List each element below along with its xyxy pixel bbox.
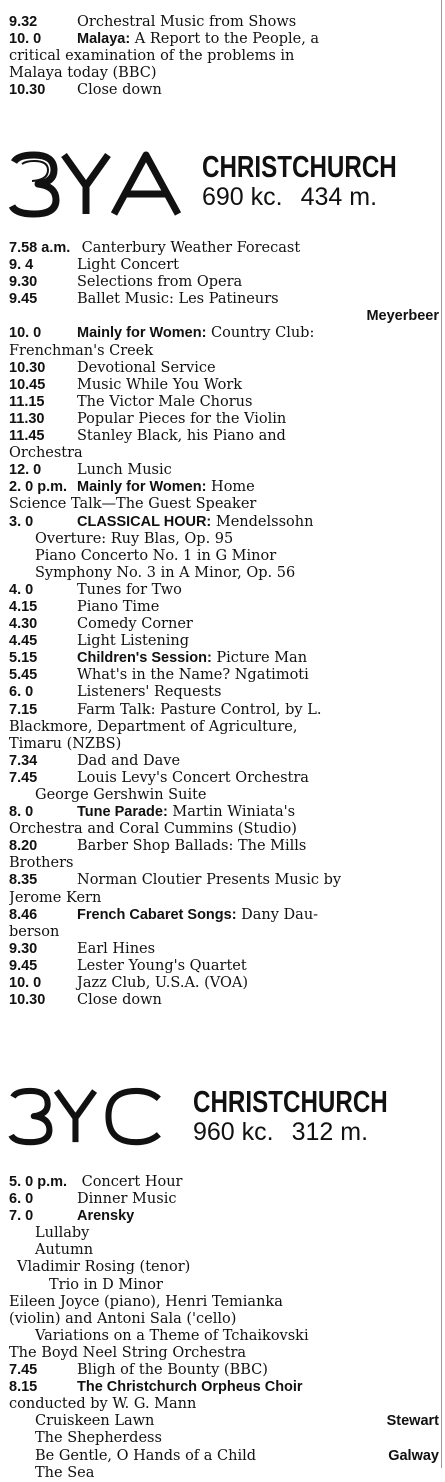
listing-line <box>9 411 439 428</box>
listing-line <box>9 804 439 821</box>
listing-highlight: Mainly for Women: <box>77 479 207 496</box>
listing-time: 10.30 <box>9 359 46 376</box>
listing-line <box>9 975 439 992</box>
listing-line <box>9 325 439 342</box>
listing-time: 9.45 <box>9 291 38 308</box>
listing-title: Martin Winiata's <box>167 804 296 821</box>
listing-time: 4.30 <box>9 616 38 633</box>
listing-title: Ballet Music: Les Patineurs <box>77 291 279 308</box>
listing-title: The Victor Male Chorus <box>77 393 253 410</box>
listing-line <box>9 1362 439 1379</box>
listing-line <box>9 1413 439 1430</box>
listing-item: Variations on a Theme of Tchaikovski <box>35 1327 309 1344</box>
listing-line <box>9 770 439 787</box>
listing-line <box>9 650 439 667</box>
listing-line <box>9 684 439 701</box>
listing-title: Dany Dau- <box>236 906 319 923</box>
listing-item: The Shepherdess <box>35 1430 162 1447</box>
listing-line <box>9 582 439 599</box>
listing-line <box>9 958 439 975</box>
listing-highlight: French Cabaret Songs: <box>77 906 237 923</box>
listing-time: 6. 0 <box>9 684 34 701</box>
station-city: CHRISTCHURCH <box>202 149 397 184</box>
listing-line <box>9 838 439 855</box>
listing-title: Norman Cloutier Presents Music by <box>77 872 342 889</box>
listing-line: Jerome Kern <box>9 889 102 906</box>
listing-line: critical examination of the problems in <box>9 48 295 65</box>
listing-line <box>9 616 439 633</box>
listing-title: Lester Young's Quartet <box>77 957 247 974</box>
listing-item: Overture: Ruy Blas, Op. 95 <box>35 530 234 547</box>
listing-title: Devotional Service <box>77 359 216 376</box>
listing-time: 9. 4 <box>9 257 34 274</box>
listing-title: Farm Talk: Pasture Control, by L. <box>77 701 322 718</box>
listing-line: Eileen Joyce (piano), Henri Temianka <box>9 1293 283 1310</box>
listing-time: 4.45 <box>9 633 38 650</box>
programme-3yc <box>9 1174 439 1482</box>
listing-highlight: Mainly for Women: <box>77 325 207 342</box>
listing-title: Concert Hour <box>77 1174 183 1190</box>
listing-time: 8.20 <box>9 838 38 855</box>
listing-time: 7.45 <box>9 769 38 786</box>
listing-line <box>9 667 439 684</box>
listing-time: 9.45 <box>9 957 38 974</box>
station-logo-3ya <box>6 150 196 220</box>
listing-time: 11.30 <box>9 410 45 427</box>
listing-time: 5.45 <box>9 667 38 684</box>
listing-title: Stanley Black, his Piano and <box>77 428 286 445</box>
listing-line <box>9 462 439 479</box>
listing-line <box>9 1448 439 1465</box>
listing-line: Brothers <box>9 855 74 872</box>
listing-line <box>9 1465 439 1482</box>
listing-time: 9.30 <box>9 940 38 957</box>
programme-3ya <box>9 240 439 1009</box>
listing-line: Frenchman's Creek <box>9 342 154 359</box>
listing-title: Lunch Music <box>77 462 172 479</box>
listing-title: Light Listening <box>77 633 190 650</box>
listing-time: 5. 0 p.m. <box>9 1174 68 1190</box>
listing-line: Orchestra and Coral Cummins (Studio) <box>9 821 297 838</box>
listing-item: Be Gentle, O Hands of a Child <box>35 1447 257 1464</box>
listing-time: 4. 0 <box>9 581 34 598</box>
listing-line: (violin) and Antoni Sala ('cello) <box>9 1310 237 1327</box>
listing-time: 10. 0 <box>9 325 42 342</box>
listing-title: Popular Pieces for the Violin <box>77 410 287 427</box>
station-frequency: 960 kc. 312 m. <box>193 1118 369 1146</box>
listing-line <box>9 257 439 274</box>
listing-item: Piano Concerto No. 1 in G Minor <box>35 547 277 564</box>
station-frequency: 690 kc. 434 m. <box>202 183 378 211</box>
listing-time: 12. 0 <box>9 462 42 479</box>
listing-time: 7.34 <box>9 752 38 769</box>
listing-time: 11.45 <box>9 428 45 445</box>
listing-line <box>9 360 439 377</box>
listing-line <box>9 291 439 308</box>
listing-title: What's in the Name? Ngatimoti <box>77 667 309 684</box>
listing-title: Close down <box>77 82 162 99</box>
station-city: CHRISTCHURCH <box>193 1084 388 1119</box>
station-header-3ya <box>6 150 436 234</box>
listing-time: 8. 0 <box>9 804 34 821</box>
listing-title: Orchestral Music from Shows <box>77 14 297 30</box>
listing-time: 7.58 a.m. <box>9 240 71 256</box>
listing-time: 7.15 <box>9 701 38 718</box>
listing-title: Comedy Corner <box>77 616 193 633</box>
listing-line <box>9 907 439 924</box>
listing-line <box>9 1379 439 1396</box>
listing-time: 9.32 <box>9 14 38 30</box>
listing-title: Selections from Opera <box>77 274 243 291</box>
listing-line <box>9 377 439 394</box>
listing-line: berson <box>9 923 60 940</box>
listing-line <box>9 941 439 958</box>
listing-time: 10.45 <box>9 376 46 393</box>
listing-time: 8.46 <box>9 906 38 923</box>
listing-line <box>9 82 439 99</box>
listing-line <box>9 394 439 411</box>
listing-line <box>9 1430 439 1447</box>
listing-highlight: The Christchurch Orpheus Choir <box>77 1379 303 1396</box>
listing-title: Tunes for Two <box>77 581 182 598</box>
listing-time: 3. 0 <box>9 513 34 530</box>
listing-line: Orchestra <box>9 445 83 462</box>
listing-time: 5.15 <box>9 650 38 667</box>
station-logo-3yc <box>6 1085 171 1149</box>
listing-title: Picture Man <box>211 650 308 667</box>
listing-line: Blackmore, Department of Agriculture, <box>9 718 298 735</box>
listing-line <box>9 565 439 582</box>
listing-title: Mendelssohn <box>211 513 314 530</box>
listing-time: 4.15 <box>9 598 38 615</box>
listing-title: Dad and Dave <box>77 752 181 769</box>
listing-line <box>9 1174 439 1191</box>
listing-line <box>9 479 439 496</box>
listing-line <box>9 992 439 1009</box>
station-header-3yc <box>6 1085 436 1165</box>
listing-time: 10. 0 <box>9 975 42 992</box>
listing-line <box>9 872 439 889</box>
listing-title: Louis Levy's Concert Orchestra <box>77 769 309 786</box>
listing-highlight: Arensky <box>77 1208 135 1225</box>
listing-line <box>9 548 439 565</box>
listing-line: Malaya today (BBC) <box>9 65 157 82</box>
listing-line <box>9 14 439 31</box>
listing-title: Jazz Club, U.S.A. (VOA) <box>77 975 249 992</box>
listing-title: Earl Hines <box>77 940 156 957</box>
listing-highlight: Children's Session: <box>77 650 212 667</box>
composer-credit: Galway <box>388 1447 439 1464</box>
listing-time: 11.15 <box>9 393 45 410</box>
listing-item: Autumn <box>35 1242 94 1259</box>
listing-line <box>9 274 439 291</box>
listing-title: Canterbury Weather Forecast <box>77 240 301 256</box>
listing-title: Home <box>206 479 255 496</box>
listing-line: Vladimir Rosing (tenor) <box>17 1259 191 1276</box>
listing-time: 10. 0 <box>9 31 42 48</box>
listing-line <box>9 787 439 804</box>
listing-line <box>9 428 439 445</box>
listing-time: 2. 0 p.m. <box>9 479 68 496</box>
listing-time: 7. 0 <box>9 1208 34 1225</box>
listing-line <box>9 31 439 48</box>
listing-line <box>9 1328 439 1345</box>
listing-line <box>9 633 439 650</box>
listing-time: 10.30 <box>9 82 46 99</box>
listing-time: 8.15 <box>9 1379 38 1396</box>
listing-title: Dinner Music <box>77 1191 177 1208</box>
listing-item: Symphony No. 3 in A Minor, Op. 56 <box>35 564 296 581</box>
listing-line <box>9 1191 439 1208</box>
listing-highlight: Malaya: <box>77 31 131 48</box>
listing-time: 7.45 <box>9 1362 38 1379</box>
listing-title: Light Concert <box>77 257 179 274</box>
listing-time: 8.35 <box>9 872 38 889</box>
listing-item: The Sea <box>35 1464 95 1481</box>
listing-line: Trio in D Minor <box>49 1276 163 1293</box>
listing-title: Piano Time <box>77 598 160 615</box>
listing-title: Bligh of the Bounty (BBC) <box>77 1362 268 1379</box>
listing-title: Music While You Work <box>77 376 243 393</box>
listing-title: A Report to the People, a <box>130 31 320 48</box>
column-rule <box>441 0 442 1468</box>
composer-credit: Meyerbeer <box>366 308 439 325</box>
listing-line: Timaru (NZBS) <box>9 735 122 752</box>
listing-line <box>9 1242 439 1259</box>
listing-line: The Boyd Neel String Orchestra <box>9 1344 247 1361</box>
listing-line <box>9 1225 439 1242</box>
listing-highlight: Tune Parade: <box>77 804 168 821</box>
listing-time: 6. 0 <box>9 1191 34 1208</box>
listing-line: conducted by W. G. Mann <box>9 1396 197 1413</box>
listing-line <box>9 599 439 616</box>
listing-item: Cruiskeen Lawn <box>35 1413 155 1430</box>
programme-top <box>9 14 439 99</box>
listing-item: Lullaby <box>35 1225 90 1242</box>
listing-highlight: CLASSICAL HOUR: <box>77 513 212 530</box>
listing-line <box>9 1208 439 1225</box>
listing-line <box>9 240 439 257</box>
listing-title: Country Club: <box>206 325 315 342</box>
listing-time: 9.30 <box>9 274 38 291</box>
listing-item: George Gershwin Suite <box>35 787 207 803</box>
listing-title: Listeners' Requests <box>77 684 222 701</box>
listing-time: 10.30 <box>9 992 46 1009</box>
listing-line <box>9 753 439 770</box>
listing-line: Science Talk—The Guest Speaker <box>9 496 257 513</box>
composer-credit: Stewart <box>386 1413 439 1430</box>
listing-line <box>9 702 439 719</box>
listing-title: Close down <box>77 992 162 1009</box>
listing-title: Barber Shop Ballads: The Mills <box>77 838 307 855</box>
listing-line <box>9 514 439 531</box>
listing-line <box>9 531 439 548</box>
